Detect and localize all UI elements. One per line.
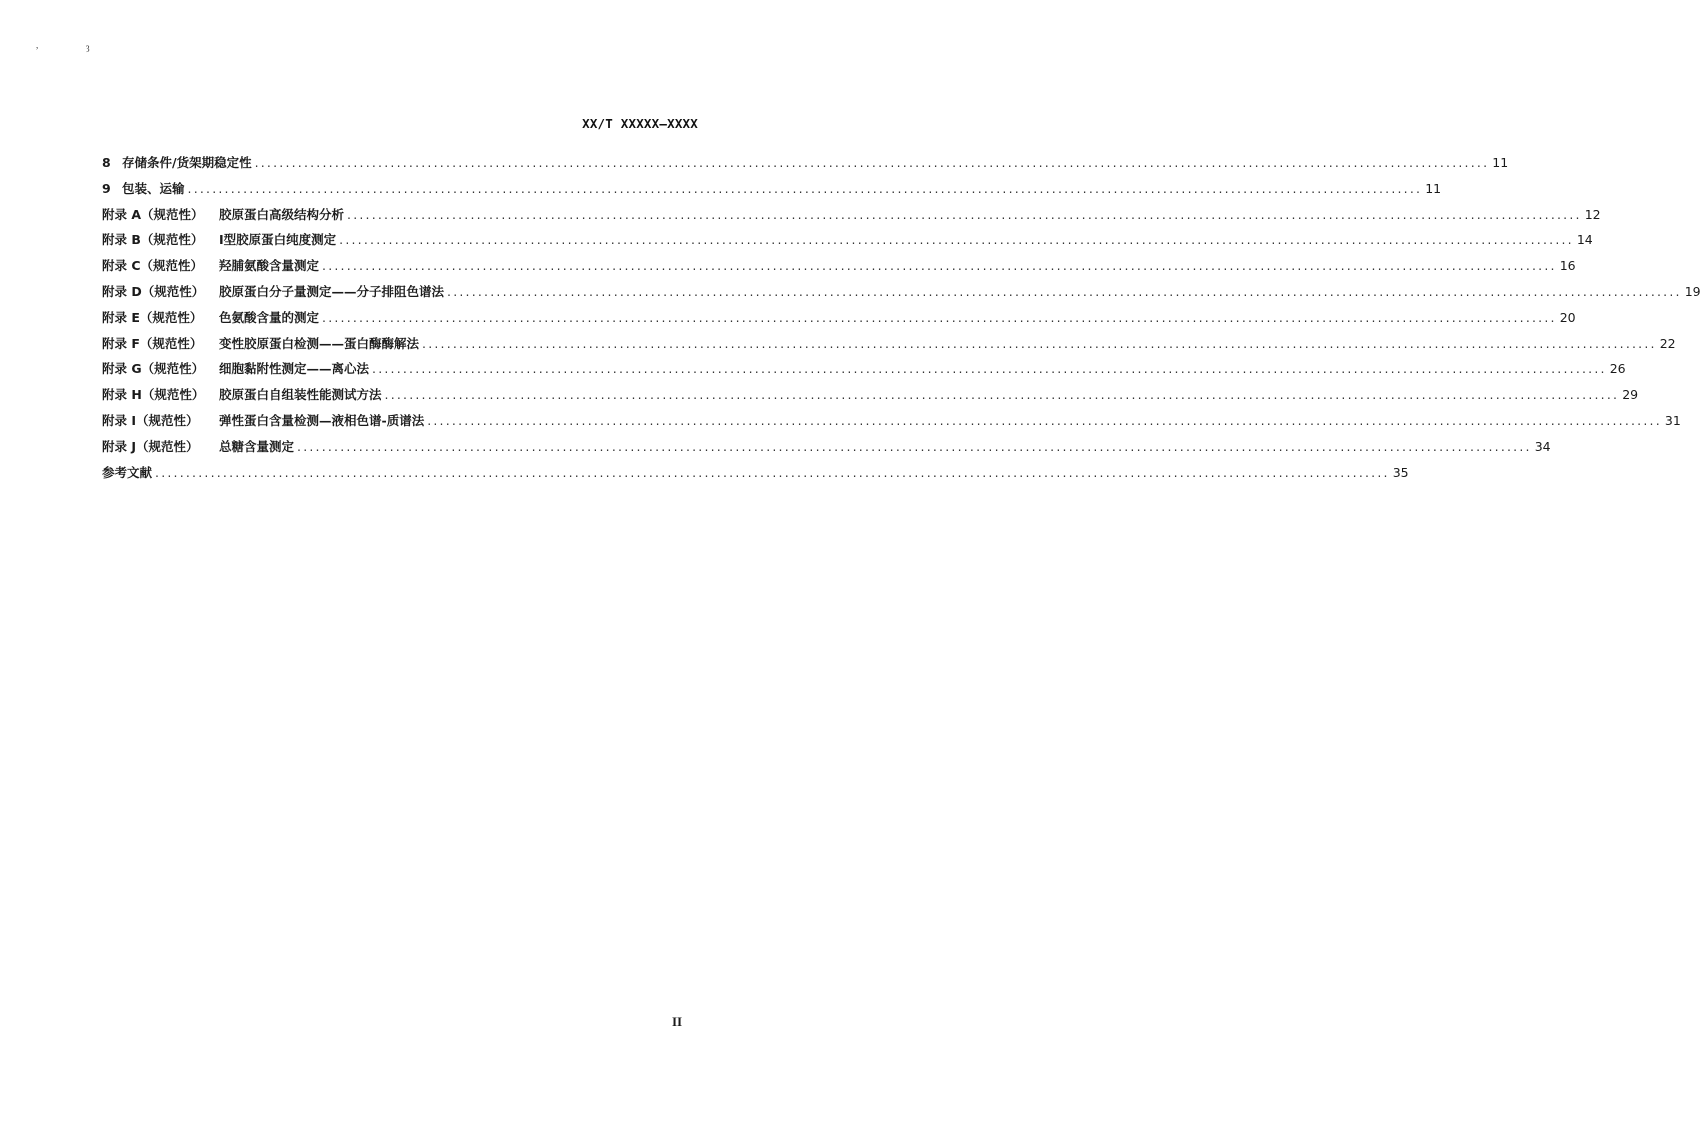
scan-mark: ȝ: [86, 42, 90, 52]
toc-entry-appendix-g[interactable]: [102, 359, 1626, 385]
toc-leader-dots: ........................................................................................................................................................................................................: [339, 232, 1574, 248]
toc-entry-title: Ⅰ型胶原蛋白纯度测定: [219, 232, 337, 248]
toc-leader-dots: ........................................................................................................................................................................................................: [254, 155, 1490, 170]
toc-leader-dots: ........................................................................................................................................................................................................: [422, 335, 1657, 351]
toc-page-number: 26: [1609, 361, 1626, 377]
toc-entry-appendix-b[interactable]: [102, 230, 1593, 256]
toc-page-number: 31: [1664, 412, 1681, 428]
toc-page-number: 16: [1559, 258, 1576, 274]
toc-page-number: 34: [1534, 438, 1551, 454]
toc-entry[interactable]: [102, 179, 1442, 205]
toc-page-number: 11: [1425, 180, 1442, 196]
toc-section-number: 8: [102, 155, 111, 170]
appendix-label: 附录 D（规范性）: [102, 283, 205, 299]
appendix-label: 附录 E（规范性）: [102, 309, 203, 325]
toc-page-number: 11: [1492, 155, 1509, 170]
appendix-label: 附录 F（规范性）: [102, 335, 203, 351]
toc-entry-appendix-f[interactable]: [102, 334, 1676, 360]
toc-section-number: 9: [102, 180, 111, 196]
toc-entry-appendix-e[interactable]: [102, 308, 1576, 334]
toc-entry-appendix-d[interactable]: [102, 282, 1701, 308]
appendix-label: 附录 B（规范性）: [102, 232, 204, 248]
toc-entry-appendix-j[interactable]: [102, 437, 1551, 463]
toc-leader-dots: ........................................................................................................................................................................................................: [322, 309, 1557, 325]
toc-entry-title: 细胞黏附性测定——离心法: [219, 361, 370, 377]
toc-leader-dots: ........................................................................................................................................................................................................: [187, 180, 1423, 196]
toc-entry-title: 参考文献: [102, 464, 153, 480]
appendix-label: 附录 C（规范性）: [102, 258, 204, 274]
toc-leader-dots: ........................................................................................................................................................................................................: [347, 206, 1582, 222]
appendix-label: 附录 G（规范性）: [102, 361, 205, 377]
toc-leader-dots: ........................................................................................................................................................................................................: [155, 464, 1390, 480]
toc-page-number: 22: [1659, 335, 1676, 351]
toc-page-number: 19: [1684, 283, 1701, 299]
toc-page-number: 35: [1392, 464, 1409, 480]
toc-entry-title: 总糖含量测定: [219, 438, 295, 454]
appendix-label: 附录 H（规范性）: [102, 387, 205, 403]
toc-entry-title: 色氨酸含量的测定: [219, 309, 320, 325]
appendix-label: 附录 A（规范性）: [102, 206, 204, 222]
table-of-contents: [102, 153, 1701, 488]
toc-entry-title: 羟脯氨酸含量测定: [219, 258, 320, 274]
toc-entry-title: 变性胶原蛋白检测——蛋白酶酶解法: [219, 335, 420, 351]
toc-leader-dots: ........................................................................................................................................................................................................: [447, 283, 1682, 299]
toc-page-number: 14: [1576, 232, 1593, 248]
toc-entry-appendix-h[interactable]: [102, 385, 1639, 411]
document-code: XX/T XXXXX—XXXX: [582, 116, 698, 131]
toc-leader-dots: ........................................................................................................................................................................................................: [384, 387, 1620, 403]
toc-entry-title: 胶原蛋白高级结构分析: [219, 206, 345, 222]
toc-leader-dots: ........................................................................................................................................................................................................: [372, 361, 1607, 377]
toc-entry-title: 包装、运输: [122, 180, 185, 196]
appendix-label: 附录 J（规范性）: [102, 438, 199, 454]
toc-entry-appendix-a[interactable]: [102, 205, 1601, 231]
toc-leader-dots: ........................................................................................................................................................................................................: [322, 258, 1557, 274]
toc-page-number: 29: [1622, 387, 1639, 403]
toc-leader-dots: ........................................................................................................................................................................................................: [427, 412, 1662, 428]
toc-leader-dots: ........................................................................................................................................................................................................: [297, 438, 1532, 454]
toc-entry[interactable]: [102, 153, 1509, 179]
toc-entry-appendix-i[interactable]: [102, 411, 1681, 437]
toc-page-number: 20: [1559, 309, 1576, 325]
toc-entry-appendix-c[interactable]: [102, 256, 1576, 282]
toc-entry-title: 弹性蛋白含量检测—液相色谱-质谱法: [219, 412, 425, 428]
toc-entry-title: 胶原蛋白分子量测定——分子排阻色谱法: [219, 283, 445, 299]
toc-entry-title: 胶原蛋白自组装性能测试方法: [219, 387, 382, 403]
toc-entry-title: 存储条件/货架期稳定性: [122, 155, 252, 170]
toc-entry-references[interactable]: [102, 463, 1409, 489]
appendix-label: 附录 I（规范性）: [102, 412, 199, 428]
page-number: II: [672, 1014, 683, 1029]
scan-mark: ,: [36, 40, 39, 50]
toc-page-number: 12: [1584, 206, 1601, 222]
